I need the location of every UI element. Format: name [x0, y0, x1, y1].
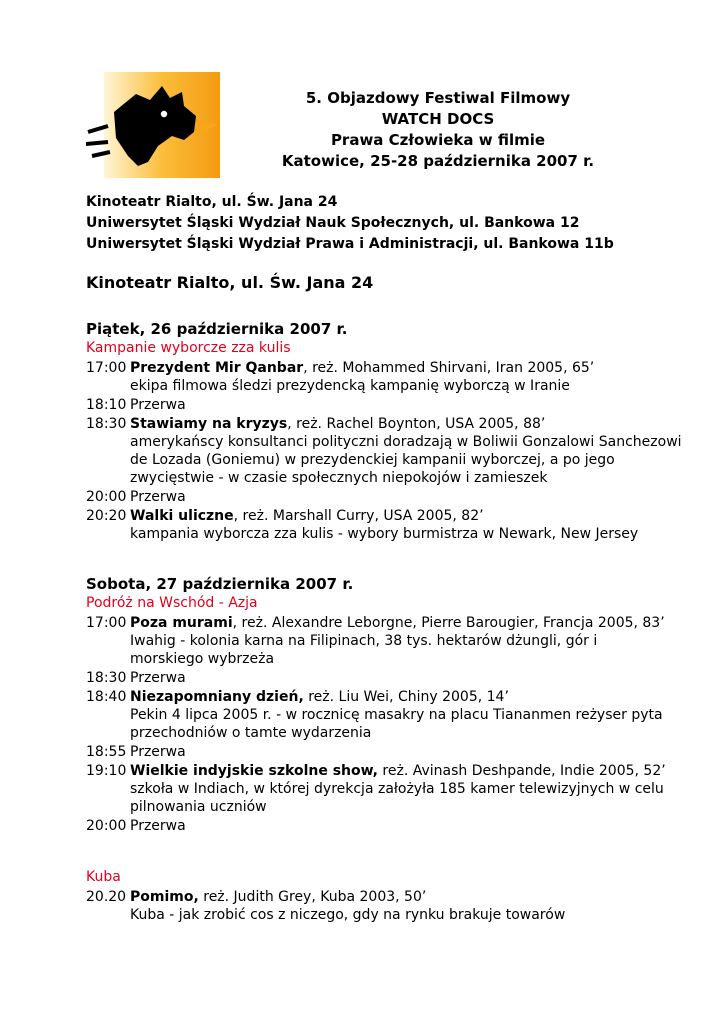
time: 18:10: [86, 397, 127, 413]
film-info: reż. Avinash Deshpande, Indie 2005, 52’: [377, 763, 666, 779]
film-description: Pekin 4 lipca 2005 r. - w rocznicę masakry na placu Tiananmen reżyser pyta przechodniów o tamte wydarzenia: [130, 707, 663, 741]
header-line: WATCH DOCS: [381, 110, 495, 128]
time: 18:55: [86, 744, 127, 760]
watch-docs-logo: [86, 72, 222, 178]
film-title: Prezydent Mir Qanbar: [130, 360, 304, 376]
film-title: Stawiamy na kryzys: [130, 416, 288, 432]
section-title: Podróż na Wschód - Azja: [86, 595, 258, 611]
schedule-row: [86, 507, 686, 525]
film-info: reż. Liu Wei, Chiny 2005, 14’: [303, 689, 509, 705]
venue-title: Kinoteatr Rialto, ul. Św. Jana 24: [86, 273, 374, 292]
film-title: Wielkie indyjskie szkolne show,: [130, 763, 378, 779]
schedule-row: [86, 415, 686, 433]
film-title: Pomimo,: [130, 889, 199, 905]
film-description: kampania wyborcza zza kulis - wybory burmistrza w Newark, New Jersey: [130, 526, 639, 542]
time: 20:00: [86, 818, 127, 834]
day-saturday: [86, 574, 686, 835]
break-label: Przerwa: [130, 818, 186, 834]
time: 20:00: [86, 489, 127, 505]
break-label: Przerwa: [130, 670, 186, 686]
film-info: , reż. Marshall Curry, USA 2005, 82’: [233, 508, 484, 524]
film-title: Poza murami: [130, 615, 233, 631]
schedule-row: [86, 817, 686, 835]
film-info: , reż. Rachel Boynton, USA 2005, 88’: [287, 416, 546, 432]
film-description: ekipa filmowa śledzi prezydencką kampanię wyborczą w Iranie: [130, 378, 570, 394]
time: 18:30: [86, 670, 127, 686]
break-label: Przerwa: [130, 489, 186, 505]
day-friday: [86, 319, 686, 543]
section-title: Kuba: [86, 869, 121, 885]
film-info: , reż. Mohammed Shirvani, Iran 2005, 65’: [303, 360, 595, 376]
schedule-row: [86, 688, 686, 706]
venue-item: Uniwersytet Śląski Wydział Prawa i Administracji, ul. Bankowa 11b: [86, 236, 614, 252]
schedule-row: [86, 614, 686, 632]
schedule-row: [86, 488, 686, 506]
venue-item: Kinoteatr Rialto, ul. Św. Jana 24: [86, 194, 338, 210]
film-title: Niezapomniany dzień,: [130, 689, 304, 705]
day-title: Piątek, 26 października 2007 r.: [86, 320, 348, 338]
film-description: Kuba - jak zrobić cos z niczego, gdy na rynku brakuje towarów: [130, 907, 566, 923]
time: 18:30: [86, 416, 127, 432]
film-title: Walki uliczne: [130, 508, 234, 524]
festival-header: [248, 88, 628, 172]
time: 17:00: [86, 615, 127, 631]
day-title: Sobota, 27 października 2007 r.: [86, 575, 354, 593]
film-info: , reż. Alexandre Leborgne, Pierre Barougier, Francja 2005, 83’: [232, 615, 665, 631]
time: 20.20: [86, 889, 127, 905]
break-label: Przerwa: [130, 397, 186, 413]
film-description: amerykańscy konsultanci polityczni doradzają w Boliwii Gonzalowi Sanchezowi de Lozada (Goniemu) w prezydenckiej kampanii wyborczej, a po jego zwycięstwie - w czasie społecznych niepokojów i zamieszek: [130, 434, 682, 486]
section-title: Kampanie wyborcze zza kulis: [86, 340, 291, 356]
schedule-row: [86, 762, 686, 780]
schedule-row: [86, 359, 686, 377]
film-description: szkoła w Indiach, w której dyrekcja założyła 185 kamer telewizyjnych w celu pilnowania uczniów: [130, 781, 664, 815]
schedule-row: [86, 396, 686, 414]
time: 18:40: [86, 689, 127, 705]
schedule-row: [86, 743, 686, 761]
break-label: Przerwa: [130, 744, 186, 760]
header-line: Prawa Człowieka w filmie: [330, 131, 546, 149]
section-cuba: [86, 868, 686, 924]
film-description: Iwahig - kolonia karna na Filipinach, 38 tys. hektarów dżungli, gór i morskiego wybrzeża: [130, 633, 598, 667]
schedule-row: [86, 669, 686, 687]
venue-list: [86, 192, 614, 255]
venue-item: Uniwersytet Śląski Wydział Nauk Społecznych, ul. Bankowa 12: [86, 215, 580, 231]
time: 19:10: [86, 763, 127, 779]
schedule-row: [86, 888, 686, 906]
film-info: reż. Judith Grey, Kuba 2003, 50’: [198, 889, 427, 905]
time: 17:00: [86, 360, 127, 376]
header-line: Katowice, 25-28 października 2007 r.: [281, 152, 595, 170]
header-line: 5. Objazdowy Festiwal Filmowy: [305, 89, 571, 107]
time: 20:20: [86, 508, 127, 524]
